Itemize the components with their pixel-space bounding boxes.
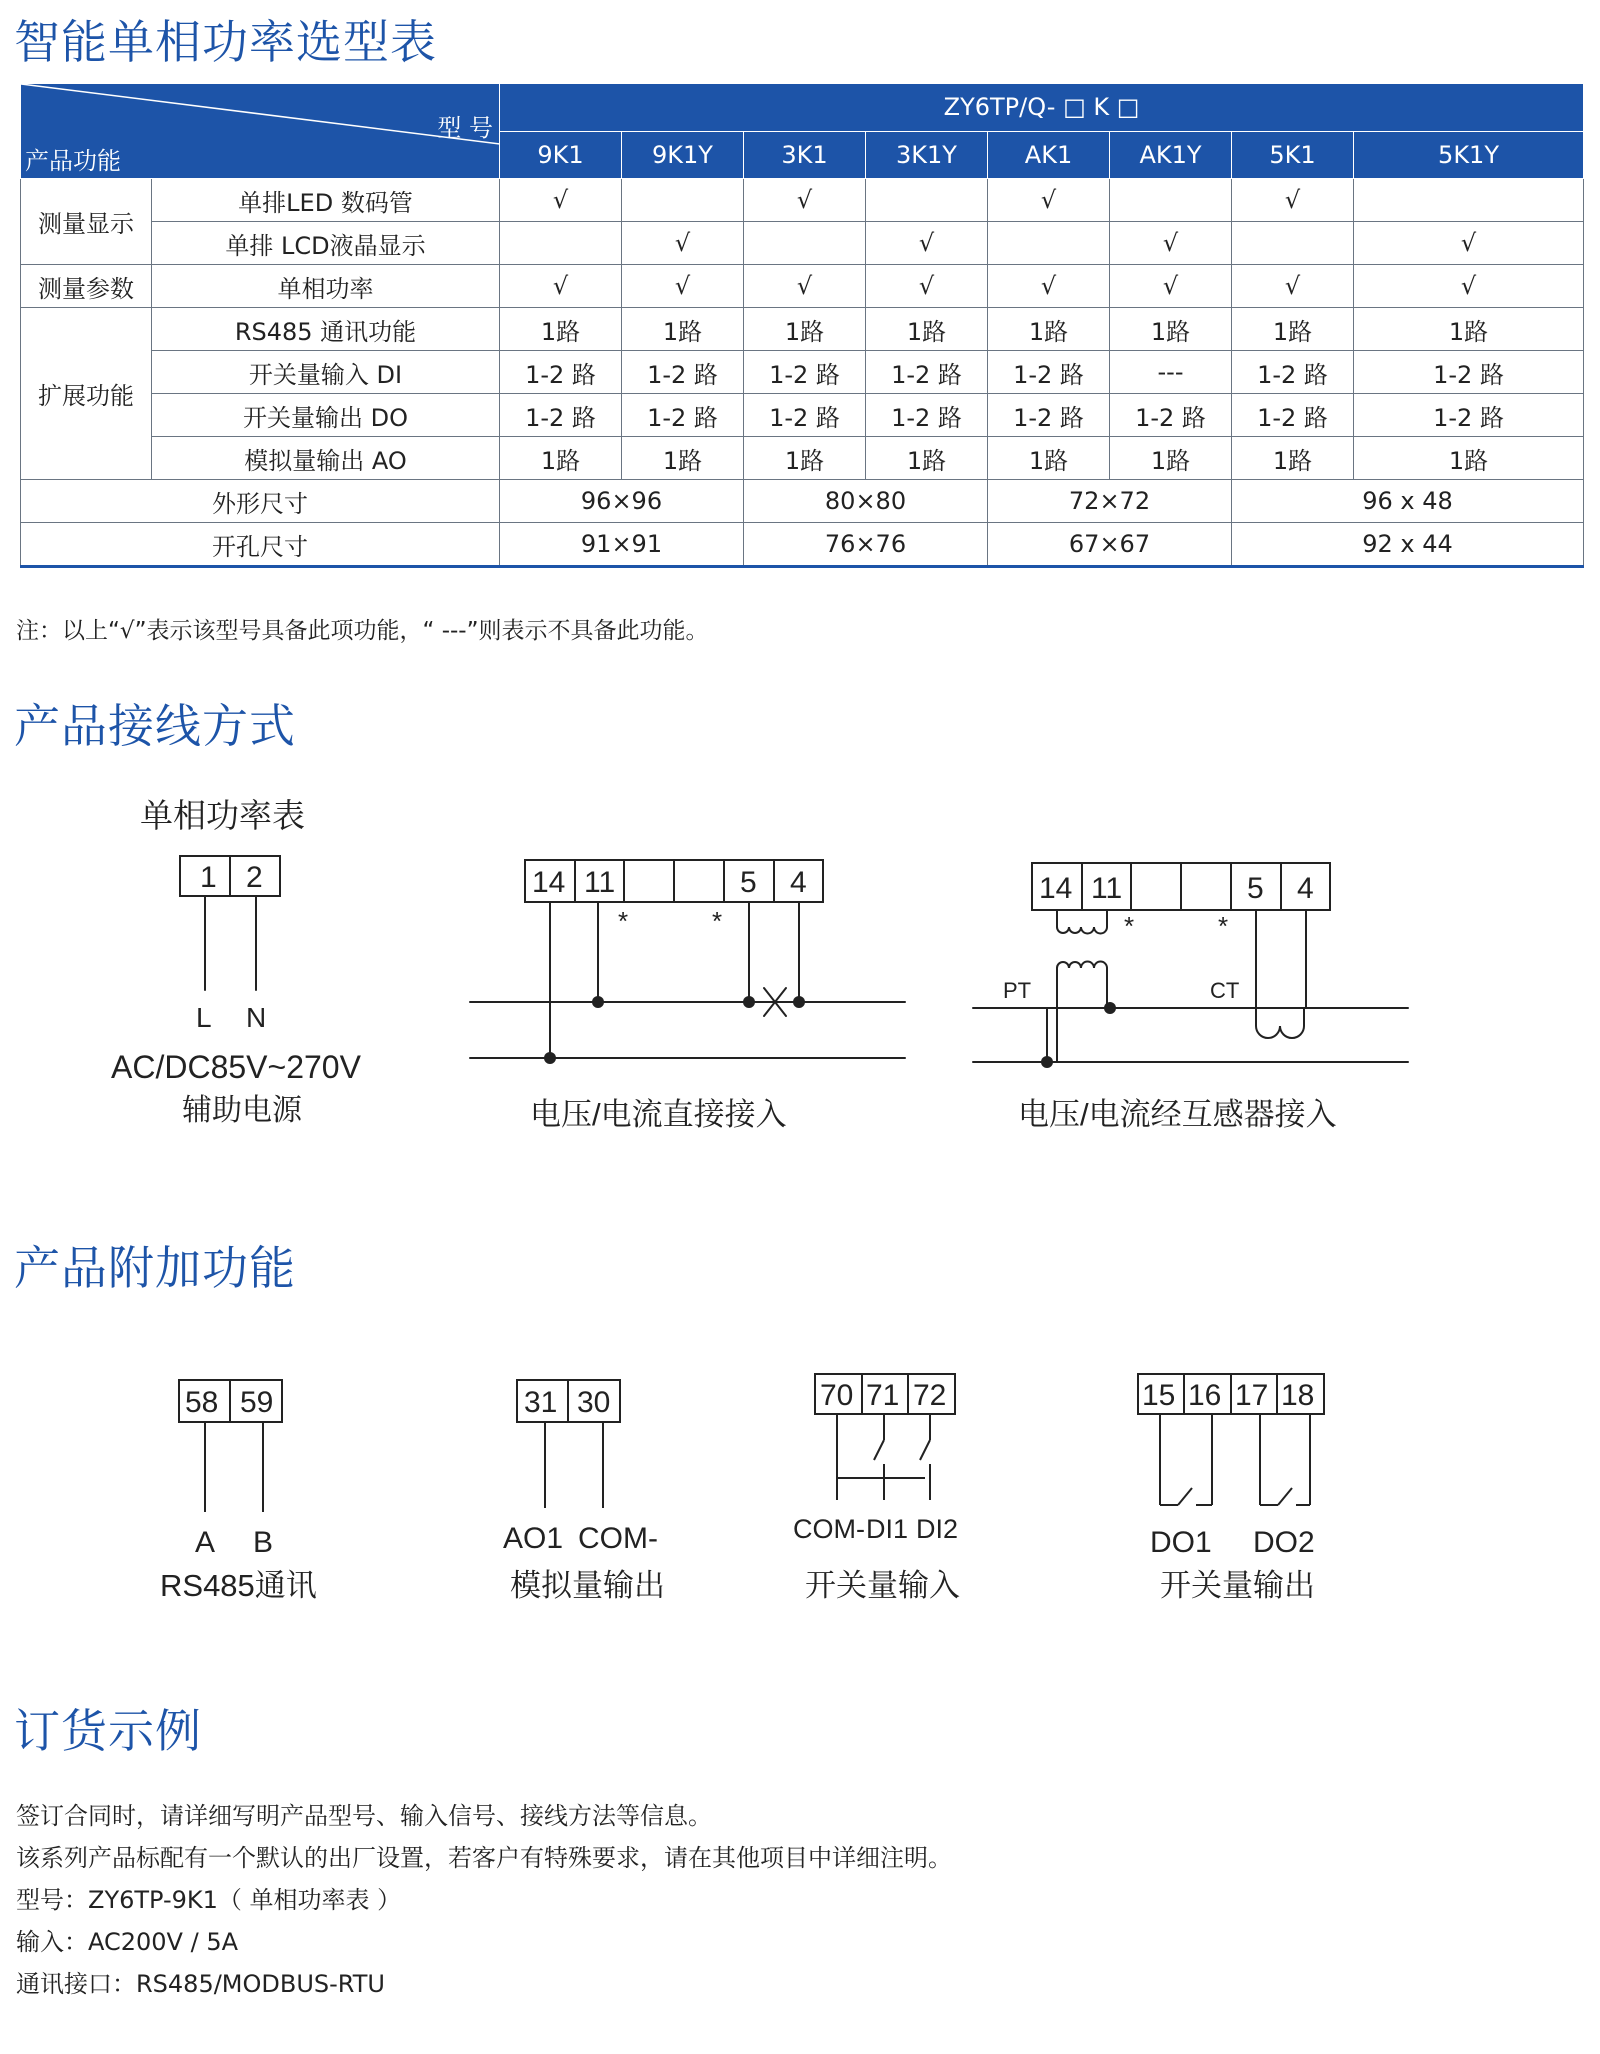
table-cell: 91×91 bbox=[500, 523, 744, 567]
rs485-diagram bbox=[160, 1380, 317, 1603]
line-label: DO1 bbox=[1150, 1526, 1212, 1559]
table-cell: 1-2 路 bbox=[988, 394, 1110, 437]
table-corner-header bbox=[21, 84, 500, 179]
table-cell bbox=[1354, 179, 1584, 222]
table-cell: 1路 bbox=[500, 437, 622, 480]
rs485-caption: RS485通讯 bbox=[160, 1568, 317, 1603]
table-cell: √ bbox=[1354, 222, 1584, 265]
table-cell: √ bbox=[1110, 265, 1232, 308]
table-row bbox=[21, 308, 1584, 351]
line-label: DI1 bbox=[866, 1514, 909, 1544]
terminal-label: 1 bbox=[200, 861, 217, 894]
di-diagram bbox=[793, 1374, 960, 1603]
table-cell: 72×72 bbox=[988, 480, 1232, 523]
table-cell bbox=[622, 179, 744, 222]
transformer-connection-diagram bbox=[973, 863, 1408, 1132]
terminal-label: 72 bbox=[913, 1379, 947, 1412]
table-cell: 1路 bbox=[866, 308, 988, 351]
selection-table-title: 智能单相功率选型表 bbox=[14, 15, 437, 69]
table-note: 注：以上“√”表示该型号具备此项功能，“ ---”则表示不具备此功能。 bbox=[16, 618, 709, 644]
table-cell: 1-2 路 bbox=[622, 394, 744, 437]
line-label: COM- bbox=[578, 1522, 658, 1555]
table-cell: 1-2 路 bbox=[622, 351, 744, 394]
terminal-label: 70 bbox=[820, 1379, 854, 1412]
ct-label: CT bbox=[1210, 978, 1240, 1003]
table-cell: --- bbox=[1110, 351, 1232, 394]
table-cell: 1路 bbox=[1110, 437, 1232, 480]
table-row bbox=[21, 437, 1584, 480]
table-cell: √ bbox=[500, 179, 622, 222]
wiring-diagrams bbox=[0, 780, 1600, 1140]
line-label: L bbox=[196, 1002, 212, 1033]
row-label: 开关量输出 DO bbox=[152, 394, 500, 437]
star-mark: * bbox=[1124, 911, 1135, 941]
table-cell: 1-2 路 bbox=[1232, 351, 1354, 394]
table-cell: 1-2 路 bbox=[1232, 394, 1354, 437]
table-cell: √ bbox=[1232, 265, 1354, 308]
terminal-label: 18 bbox=[1281, 1379, 1315, 1412]
model-header: AK1Y bbox=[1110, 131, 1232, 179]
table-cell: √ bbox=[500, 265, 622, 308]
transformer-caption: 电压/电流经互感器接入 bbox=[1018, 1097, 1337, 1132]
terminal-label: 30 bbox=[577, 1386, 611, 1419]
star-mark: * bbox=[618, 906, 629, 936]
ao-caption: 模拟量输出 bbox=[510, 1568, 665, 1603]
table-cell: 1-2 路 bbox=[500, 351, 622, 394]
table-cell: 1路 bbox=[988, 308, 1110, 351]
terminal-label: 14 bbox=[1039, 872, 1073, 905]
star-mark: * bbox=[1218, 911, 1229, 941]
table-cell: 1路 bbox=[866, 437, 988, 480]
model-header: 3K1Y bbox=[866, 131, 988, 179]
table-cell bbox=[988, 222, 1110, 265]
table-cell: 1-2 路 bbox=[1354, 351, 1584, 394]
order-line: 通讯接口：RS485/MODBUS-RTU bbox=[16, 1970, 385, 1998]
terminal-label: 5 bbox=[1247, 872, 1264, 905]
table-cell: 1-2 路 bbox=[1354, 394, 1584, 437]
table-cell: 1-2 路 bbox=[988, 351, 1110, 394]
power-title: 单相功率表 bbox=[140, 797, 305, 834]
table-cell: 1-2 路 bbox=[866, 394, 988, 437]
line-label: N bbox=[246, 1002, 267, 1033]
table-cell: √ bbox=[744, 265, 866, 308]
order-line: 输入：AC200V / 5A bbox=[16, 1928, 239, 1956]
row-label: 单相功率 bbox=[152, 265, 500, 308]
table-cell bbox=[1232, 222, 1354, 265]
model-header: 5K1Y bbox=[1354, 131, 1584, 179]
terminal-label: 71 bbox=[866, 1379, 900, 1412]
addon-diagrams bbox=[0, 1360, 1600, 1610]
order-line: 型号：ZY6TP-9K1（ 单相功率表 ） bbox=[16, 1886, 402, 1914]
power-range: AC/DC85V~270V bbox=[111, 1049, 361, 1085]
table-cell: 1-2 路 bbox=[866, 351, 988, 394]
addon-title: 产品附加功能 bbox=[14, 1241, 296, 1295]
table-cell: 1-2 路 bbox=[1110, 394, 1232, 437]
table-cell bbox=[866, 179, 988, 222]
table-cell: 80×80 bbox=[744, 480, 988, 523]
model-header: 9K1Y bbox=[622, 131, 744, 179]
row-label: 单排LED 数码管 bbox=[152, 179, 500, 222]
order-example bbox=[16, 1795, 952, 2005]
table-row bbox=[21, 179, 1584, 222]
row-label: 模拟量输出 AO bbox=[152, 437, 500, 480]
table-cell bbox=[1110, 179, 1232, 222]
table-cell: 1-2 路 bbox=[744, 351, 866, 394]
terminal-label: 4 bbox=[1297, 872, 1314, 905]
wiring-title: 产品接线方式 bbox=[14, 699, 296, 753]
table-row bbox=[21, 480, 1584, 523]
terminal-label: 58 bbox=[185, 1386, 219, 1419]
table-cell: √ bbox=[622, 222, 744, 265]
power-caption: 辅助电源 bbox=[182, 1094, 302, 1127]
table-cell: 1路 bbox=[1354, 308, 1584, 351]
table-cell: 1路 bbox=[744, 437, 866, 480]
table-cell: √ bbox=[622, 265, 744, 308]
row-label: 开关量输入 DI bbox=[152, 351, 500, 394]
terminal-label: 31 bbox=[524, 1386, 558, 1419]
order-line: 该系列产品标配有一个默认的出厂设置，若客户有特殊要求，请在其他项目中详细注明。 bbox=[16, 1844, 952, 1872]
terminal-label: 5 bbox=[740, 866, 757, 899]
line-label: DO2 bbox=[1253, 1526, 1315, 1559]
terminal-label: 11 bbox=[584, 866, 616, 899]
line-label: AO1 bbox=[503, 1522, 564, 1555]
ao-diagram bbox=[503, 1380, 665, 1603]
table-cell: 1路 bbox=[622, 308, 744, 351]
table-cell: 1路 bbox=[622, 437, 744, 480]
table-cell: √ bbox=[866, 222, 988, 265]
table-cell: √ bbox=[1110, 222, 1232, 265]
header-function-label: 产品功能 bbox=[25, 147, 121, 175]
row-label: 外形尺寸 bbox=[21, 480, 500, 523]
table-cell: 1路 bbox=[1232, 308, 1354, 351]
model-header: 5K1 bbox=[1232, 131, 1354, 179]
order-line: 签订合同时，请详细写明产品型号、输入信号、接线方法等信息。 bbox=[16, 1802, 712, 1830]
model-series: ZY6TP/Q- □ K □ bbox=[500, 84, 1584, 132]
line-label: DI2 bbox=[916, 1514, 959, 1544]
star-mark: * bbox=[712, 906, 723, 936]
selection-table bbox=[20, 83, 1584, 568]
terminal-label: 16 bbox=[1188, 1379, 1222, 1412]
line-label: A bbox=[195, 1526, 216, 1559]
direct-caption: 电压/电流直接接入 bbox=[530, 1097, 787, 1132]
terminal-label: 11 bbox=[1091, 872, 1123, 905]
power-supply-diagram bbox=[111, 797, 362, 1127]
line-label: B bbox=[253, 1526, 274, 1559]
terminal-label: 59 bbox=[240, 1386, 274, 1419]
terminal-label: 14 bbox=[532, 866, 566, 899]
header-model-label: 型 号 bbox=[437, 114, 493, 142]
group-label: 测量显示 bbox=[21, 179, 152, 265]
table-cell: √ bbox=[744, 179, 866, 222]
table-cell: 76×76 bbox=[744, 523, 988, 567]
row-label: 单排 LCD液晶显示 bbox=[152, 222, 500, 265]
table-cell: 1路 bbox=[1354, 437, 1584, 480]
table-cell: 96×96 bbox=[500, 480, 744, 523]
table-cell: √ bbox=[1232, 179, 1354, 222]
table-cell: 1路 bbox=[1110, 308, 1232, 351]
di-caption: 开关量输入 bbox=[805, 1568, 960, 1603]
table-cell: √ bbox=[1354, 265, 1584, 308]
model-header: 3K1 bbox=[744, 131, 866, 179]
table-cell bbox=[500, 222, 622, 265]
table-cell: 1-2 路 bbox=[500, 394, 622, 437]
order-title: 订货示例 bbox=[14, 1704, 202, 1758]
table-cell: 1路 bbox=[988, 437, 1110, 480]
table-cell: 1路 bbox=[744, 308, 866, 351]
pt-label: PT bbox=[1003, 978, 1032, 1003]
table-cell: 1路 bbox=[1232, 437, 1354, 480]
row-label: 开孔尺寸 bbox=[21, 523, 500, 567]
do-diagram bbox=[1138, 1374, 1324, 1603]
terminal-label: 2 bbox=[246, 861, 263, 894]
table-cell: √ bbox=[988, 179, 1110, 222]
table-row bbox=[21, 222, 1584, 265]
terminal-label: 4 bbox=[790, 866, 807, 899]
line-label: COM- bbox=[793, 1514, 865, 1544]
table-row bbox=[21, 394, 1584, 437]
group-label: 扩展功能 bbox=[21, 308, 152, 480]
row-label: RS485 通讯功能 bbox=[152, 308, 500, 351]
table-row bbox=[21, 265, 1584, 308]
table-cell: 96 x 48 bbox=[1232, 480, 1584, 523]
table-cell: 1路 bbox=[500, 308, 622, 351]
table-cell: 67×67 bbox=[988, 523, 1232, 567]
table-cell: √ bbox=[988, 265, 1110, 308]
terminal-label: 17 bbox=[1235, 1379, 1269, 1412]
direct-connection-diagram bbox=[470, 860, 905, 1132]
table-cell: 1-2 路 bbox=[744, 394, 866, 437]
do-caption: 开关量输出 bbox=[1160, 1568, 1315, 1603]
table-row bbox=[21, 351, 1584, 394]
group-label: 测量参数 bbox=[21, 265, 152, 308]
table-cell: √ bbox=[866, 265, 988, 308]
model-header: 9K1 bbox=[500, 131, 622, 179]
table-cell: 92 x 44 bbox=[1232, 523, 1584, 567]
table-cell bbox=[744, 222, 866, 265]
table-row bbox=[21, 523, 1584, 567]
model-header: AK1 bbox=[988, 131, 1110, 179]
terminal-label: 15 bbox=[1142, 1379, 1176, 1412]
